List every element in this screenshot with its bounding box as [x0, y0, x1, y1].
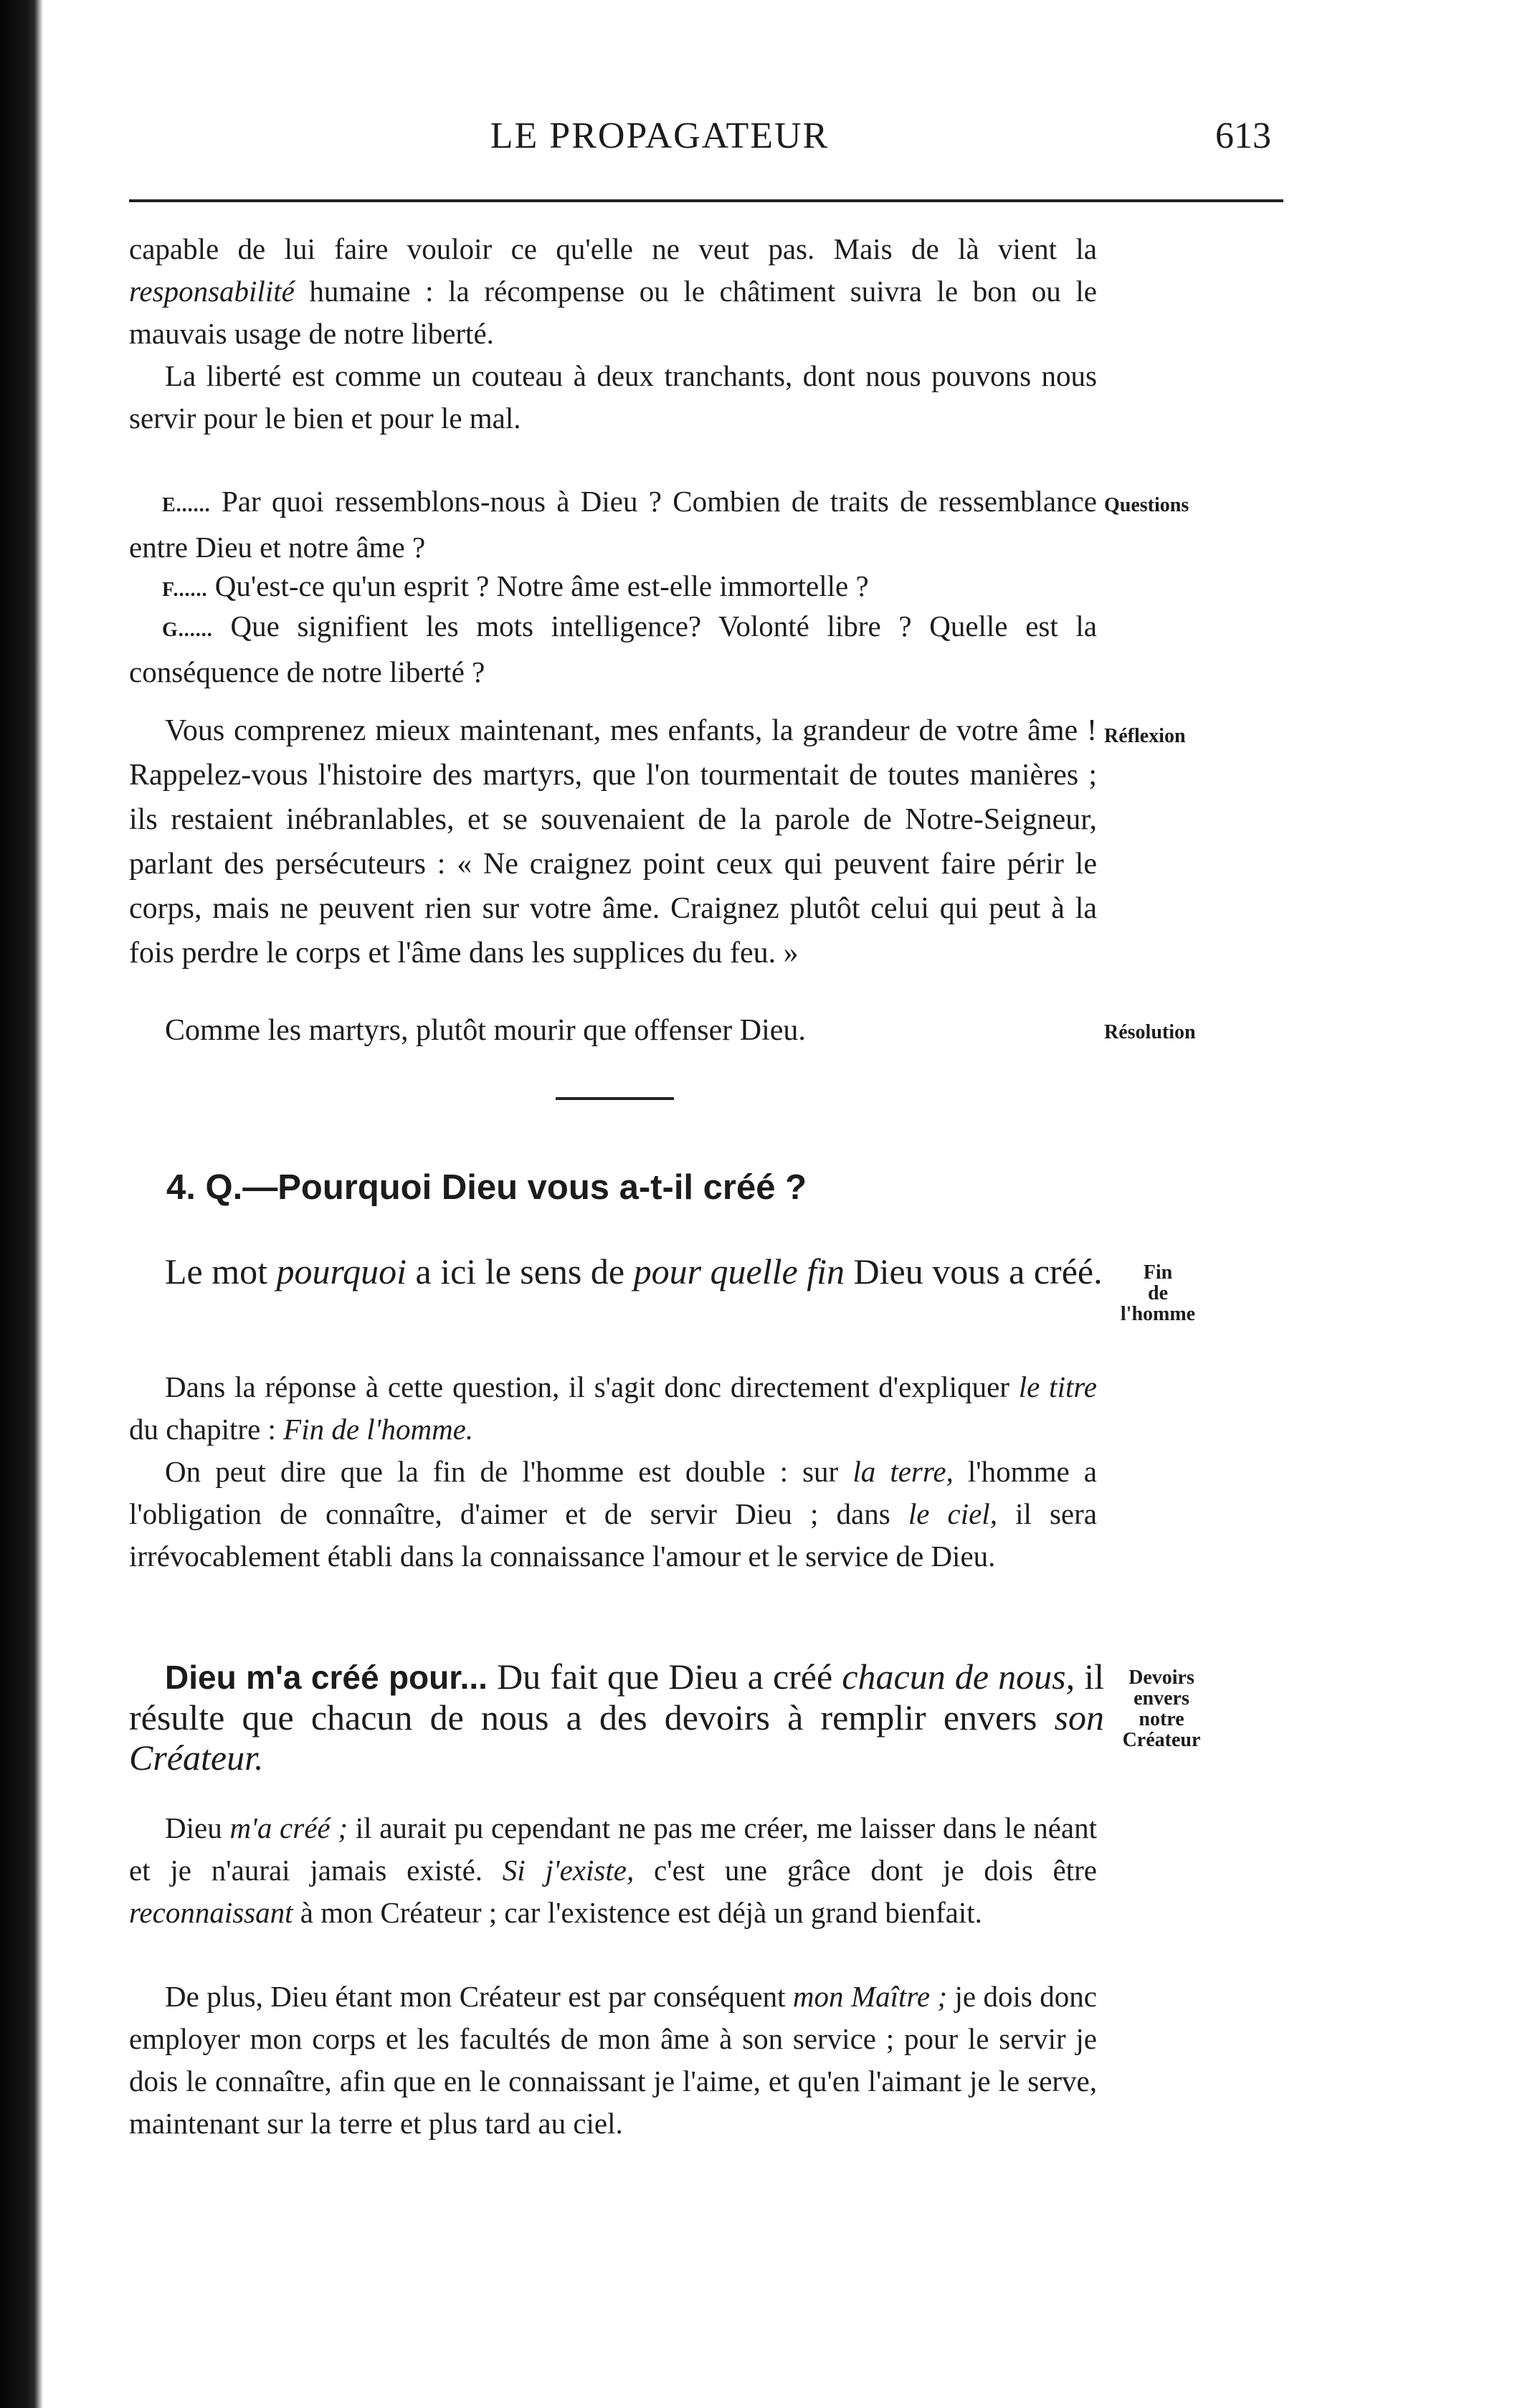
body-text: il aurait pu cependant ne pas me créer, me laisser dans le néant et je n'aurai jamais existé.: [129, 1811, 1097, 1887]
question-text: Par quoi ressemblons-nous à Dieu ? Combien de traits de ressemblance entre Dieu et notre âme ?: [129, 485, 1098, 564]
lead-emphasis: son Créateur.: [129, 1697, 1104, 1778]
reflexion-paragraph: Vous comprenez mieux maintenant, mes enfants, la grandeur de votre âme ! Rappelez-vous l'histoire des martyrs, que l'on tourmentait de toutes manières ; ils restaient inébranlables, et se souvenaient de la parole de Notre-Seigneur, parlant des persécuteurs : « Ne craignez point ceux qui peuvent faire périr le corps, mais ne peuvent rien sur votre âme. Craignez plutôt celui qui peut à la fois perdre le corps et l'âme dans les supplices du feu. »: [129, 714, 1097, 970]
body-text: du chapitre :: [129, 1413, 284, 1446]
body-emphasis: le titre: [1018, 1370, 1097, 1403]
margin-note-devoirs: [1101, 1667, 1222, 1750]
body-text: l'homme a l'obligation de connaître, d'aimer et de servir Dieu ; dans: [129, 1455, 1097, 1530]
running-header-title: LE PROPAGATEUR: [490, 115, 830, 156]
margin-line: Créateur: [1122, 1729, 1201, 1751]
body-emphasis: Si j'existe,: [502, 1854, 635, 1887]
lead-text: Dieu vous a créé.: [845, 1251, 1103, 1291]
lead-text: Le mot: [165, 1251, 277, 1291]
lead-emphasis: pour quelle fin: [633, 1251, 845, 1291]
question-letter: G......: [162, 619, 213, 641]
question-text: Que signifient les mots intelligence? Volonté libre ? Quelle est la conséquence de notre liberté ?: [129, 610, 1098, 688]
margin-note-questions: Questions: [1104, 494, 1189, 516]
lead-emphasis: pourquoi: [276, 1251, 407, 1291]
body-emphasis: le ciel,: [908, 1497, 997, 1530]
body-text: c'est une grâce dont je dois être: [634, 1854, 1097, 1887]
body-text: je dois donc employer mon corps et les facultés de mon âme à son service ; pour le servir je dois le connaître, afin que en le connaissant je l'aime, et qu'en l'aimant je le serve, maintenant sur la terre et plus tard au ciel.: [129, 1980, 1097, 2140]
lead-text: Du fait que Dieu a créé: [487, 1656, 842, 1697]
page-number: 613: [1215, 115, 1271, 156]
question-item: [129, 480, 1097, 569]
body-text: De plus, Dieu étant mon Créateur est par conséquent: [165, 1980, 793, 2013]
question-text: Qu'est-ce qu'un esprit ? Notre âme est-elle immortelle ?: [214, 569, 869, 602]
margin-line: envers: [1134, 1687, 1189, 1710]
margin-line: Fin: [1143, 1261, 1173, 1284]
margin-note-reflexion: Réflexion: [1104, 725, 1186, 747]
body-emphasis: Fin de l'homme.: [283, 1413, 474, 1446]
section4-paragraph-2: [129, 1451, 1097, 1578]
body-emphasis: reconnaissant: [129, 1896, 293, 1929]
question-heading: 4. Q.—Pourquoi Dieu vous a-t-il créé ?: [166, 1168, 807, 1207]
body-text: Dieu: [165, 1811, 230, 1844]
fin-lead-paragraph: [129, 1251, 1104, 1291]
margin-line: l'homme: [1120, 1303, 1196, 1325]
body-emphasis: mon Maître ;: [792, 1980, 948, 2013]
resolution-paragraph: Comme les martyrs, plutôt mourir que offenser Dieu.: [165, 1014, 806, 1047]
intro-emphasis: responsabilité: [129, 275, 295, 308]
intro-text: capable de lui faire vouloir ce qu'elle ne veut pas. Mais de là vient la: [129, 232, 1097, 265]
question-letter: E......: [162, 494, 211, 516]
section4-paragraph-4: [129, 1976, 1097, 2145]
lead-text: il résulte que chacun de nous a des devoirs à remplir envers: [129, 1656, 1104, 1738]
body-text: il sera irrévocablement établi dans la connaissance l'amour et le service de Dieu.: [129, 1497, 1097, 1573]
intro-text: humaine : la récompense ou le châtiment suivra le bon ou le mauvais usage de notre liberté.: [129, 275, 1097, 350]
question-item: [129, 605, 1097, 693]
intro-paragraph-1: [129, 228, 1097, 355]
section4-paragraph-1: [129, 1366, 1097, 1451]
devoirs-lead-paragraph: [129, 1656, 1104, 1778]
margin-note-resolution: Résolution: [1104, 1021, 1196, 1043]
header-rule: [129, 199, 1283, 202]
question-letter: F......: [162, 579, 208, 601]
section4-paragraph-3: [129, 1807, 1097, 1934]
body-text: à mon Créateur ; car l'existence est déjà un grand bienfait.: [293, 1896, 982, 1929]
lead-bold: Dieu m'a créé pour...: [165, 1659, 488, 1696]
intro-paragraph-2: La liberté est comme un couteau à deux tranchants, dont nous pouvons nous servir pour le bien et pour le mal.: [129, 359, 1097, 435]
body-emphasis: la terre,: [852, 1455, 954, 1488]
margin-line: notre: [1139, 1708, 1184, 1730]
body-emphasis: m'a créé ;: [229, 1811, 348, 1844]
section-separator: [556, 1097, 674, 1100]
margin-line: de: [1148, 1282, 1168, 1304]
lead-text: a ici le sens de: [407, 1251, 634, 1291]
body-text: On peut dire que la fin de l'homme est double : sur: [165, 1455, 853, 1488]
margin-line: Devoirs: [1129, 1667, 1194, 1689]
margin-note-fin-de-l-homme: [1104, 1262, 1212, 1324]
question-item: [129, 565, 1097, 611]
lead-emphasis: chacun de nous,: [842, 1656, 1075, 1697]
body-text: Dans la réponse à cette question, il s'agit donc directement d'expliquer: [165, 1370, 1019, 1403]
